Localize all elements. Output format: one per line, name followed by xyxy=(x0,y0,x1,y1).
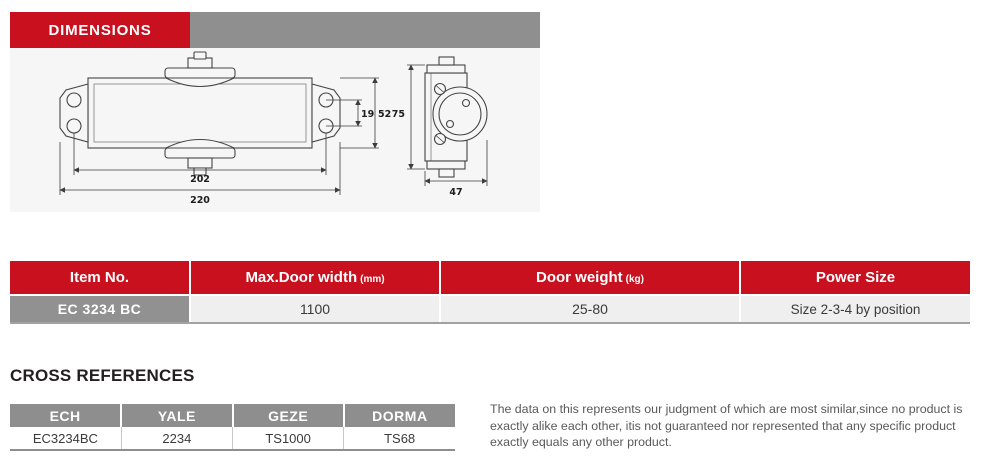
cross-references-table xyxy=(10,404,455,451)
side-top-cap xyxy=(427,57,465,73)
cross-value-dorma: TS68 xyxy=(344,427,455,450)
cross-header-row xyxy=(10,404,455,427)
spec-data-row xyxy=(10,295,970,323)
dim-overall-length-label: 220 xyxy=(190,195,210,206)
technical-drawing-area xyxy=(10,48,540,212)
spec-header-door-weight-label: Door weight xyxy=(535,269,623,286)
dim-side-height xyxy=(392,65,425,169)
cross-data-row xyxy=(10,427,455,450)
spec-header-max-door-width-label: Max.Door width xyxy=(245,269,358,286)
cross-header-geze: GEZE xyxy=(233,404,344,427)
dim-side-height-label: 75 xyxy=(391,109,405,120)
spec-header-max-door-width xyxy=(190,261,440,295)
spec-header-power-size-label: Power Size xyxy=(815,269,896,286)
dim-hole-distance-label: 202 xyxy=(190,174,210,185)
spec-header-row xyxy=(10,261,970,295)
side-bottom-cap xyxy=(427,161,465,177)
front-view-drawing xyxy=(60,52,391,206)
door-closer-drawing xyxy=(10,48,540,212)
top-pinion-boss xyxy=(165,52,235,87)
spec-max-door-width-value: 1100 xyxy=(190,295,440,323)
spec-header-door-weight-unit: (kg) xyxy=(625,274,644,285)
spec-header-item-no-label: Item No. xyxy=(69,269,130,286)
cross-value-ech: EC3234BC xyxy=(10,427,121,450)
dimensions-title: DIMENSIONS xyxy=(10,12,190,48)
spec-header-power-size xyxy=(740,261,970,295)
dim-body-height-label: 52 xyxy=(378,109,392,120)
dim-side-width-label: 47 xyxy=(449,187,463,198)
spec-header-max-door-width-unit: (mm) xyxy=(360,274,385,285)
cross-value-yale: 2234 xyxy=(121,427,232,450)
closer-body-inner xyxy=(94,84,306,142)
cross-value-geze: TS1000 xyxy=(233,427,344,450)
banner-gray-bar xyxy=(190,12,540,48)
cross-header-ech: ECH xyxy=(10,404,121,427)
spec-item-no-value: EC 3234 BC xyxy=(10,295,190,323)
side-view-drawing xyxy=(392,57,487,198)
spec-power-size-value: Size 2-3-4 by position xyxy=(740,295,970,323)
spec-table xyxy=(10,261,970,324)
cross-references-title: CROSS REFERENCES xyxy=(10,366,195,385)
cam-housing xyxy=(433,87,487,141)
spec-door-weight-value: 25-80 xyxy=(440,295,740,323)
dimensions-banner xyxy=(10,12,540,48)
cross-header-dorma: DORMA xyxy=(344,404,455,427)
spec-header-item-no xyxy=(10,261,190,295)
dim-hole-spacing-label: 19 xyxy=(361,109,375,120)
closer-body xyxy=(88,78,312,148)
cross-header-yale: YALE xyxy=(121,404,232,427)
disclaimer-note: The data on this represents our judgment of which are most similar,since no product is exactly alike each other, itis not guaranteed nor represented that any specific product exactly equals any other product. xyxy=(490,402,963,449)
spec-header-door-weight xyxy=(440,261,740,295)
